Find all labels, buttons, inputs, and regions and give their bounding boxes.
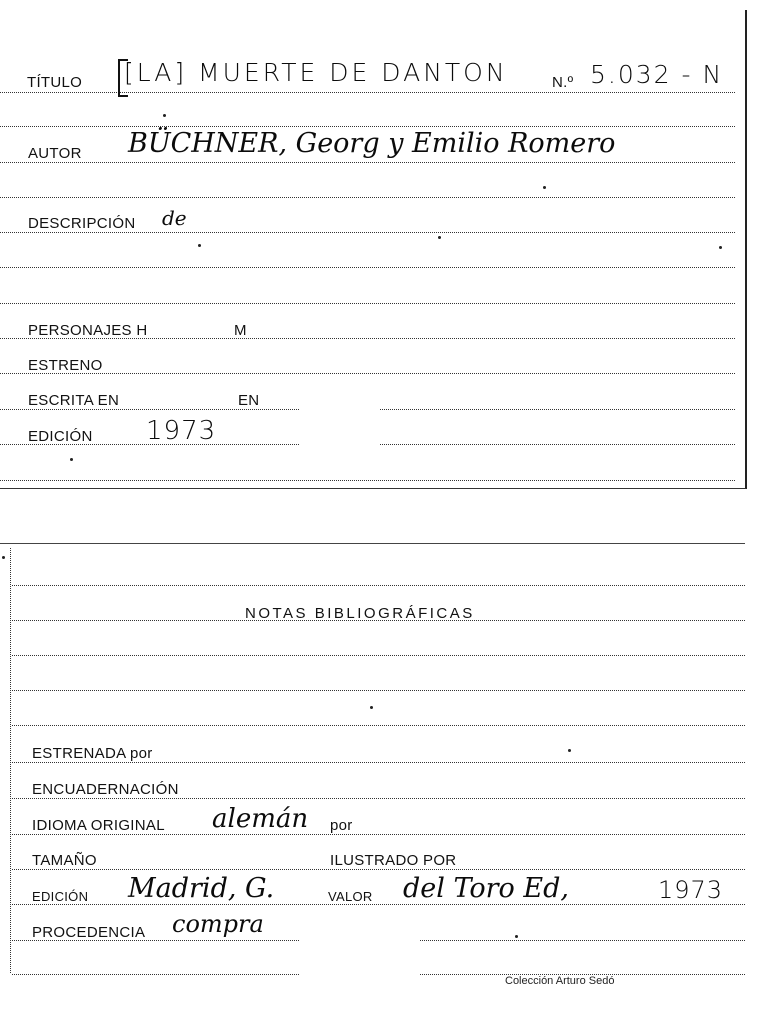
rule-line xyxy=(0,267,735,268)
rule-line xyxy=(0,303,735,304)
rule-line xyxy=(12,725,745,726)
speck xyxy=(198,244,201,247)
speck xyxy=(719,246,722,249)
speck xyxy=(2,556,5,559)
rule-line xyxy=(12,762,745,763)
personajes-m-label: M xyxy=(234,322,247,339)
collection-footer: Colección Arturo Sedó xyxy=(505,975,615,987)
rule-line xyxy=(0,126,735,127)
escrita-en-label: EN xyxy=(238,392,260,409)
idioma-value: alemán xyxy=(212,804,309,834)
idioma-label: IDIOMA ORIGINAL xyxy=(32,817,165,834)
card-left-edge xyxy=(10,548,11,973)
rule-line xyxy=(0,373,735,374)
edicion-value: 1973 xyxy=(146,416,217,446)
autor-value: BÜCHNER, Georg y Emilio Romero xyxy=(128,128,616,159)
rule-line xyxy=(12,585,745,586)
speck xyxy=(370,706,373,709)
estreno-label: ESTRENO xyxy=(28,357,103,374)
speck xyxy=(568,749,571,752)
encuadernacion-label: ENCUADERNACIÓN xyxy=(32,781,179,798)
idioma-por-label: por xyxy=(330,817,353,834)
personajes-label: PERSONAJES H xyxy=(28,322,148,339)
estrenada-label: ESTRENADA por xyxy=(32,745,153,762)
rule-line xyxy=(0,162,735,163)
redaction-blot xyxy=(300,920,420,980)
rule-line xyxy=(12,904,745,905)
edicion-valor-label: VALOR xyxy=(328,889,373,904)
titulo-label: TÍTULO xyxy=(27,74,83,91)
procedencia-label: PROCEDENCIA xyxy=(32,924,146,941)
rule-line xyxy=(12,690,745,691)
autor-label: AUTOR xyxy=(28,145,82,162)
edicion-label: EDICIÓN xyxy=(28,428,93,445)
ilustrado-label: ILUSTRADO POR xyxy=(330,852,457,869)
edicion-year: 1973 xyxy=(658,876,724,904)
titulo-value: [LA] MUERTE DE DANTON xyxy=(124,58,508,87)
rule-line xyxy=(12,869,745,870)
speck xyxy=(70,458,73,461)
notas-heading: NOTAS BIBLIOGRÁFICAS xyxy=(245,605,475,622)
rule-line xyxy=(0,232,735,233)
speck xyxy=(543,186,546,189)
rule-line xyxy=(12,798,745,799)
procedencia-value: compra xyxy=(172,910,264,938)
edicion-label-bottom: EDICIÓN xyxy=(32,889,89,904)
speck xyxy=(438,236,441,239)
rule-line xyxy=(12,655,745,656)
numero-value: 5.032 - N xyxy=(590,60,724,89)
escrita-label: ESCRITA EN xyxy=(28,392,120,409)
edicion-value-a: Madrid, G. xyxy=(128,873,275,904)
descripcion-value: de xyxy=(162,206,187,230)
rule-line xyxy=(12,834,745,835)
numero-label: N.º xyxy=(552,74,574,91)
redaction-blot xyxy=(300,395,380,455)
rule-line xyxy=(0,197,735,198)
rule-line xyxy=(0,92,735,93)
descripcion-label: DESCRIPCIÓN xyxy=(28,215,136,232)
edicion-value-b: del Toro Ed, xyxy=(403,873,569,904)
speck xyxy=(515,935,518,938)
rule-line xyxy=(0,480,735,481)
speck xyxy=(163,114,166,117)
tamano-label: TAMAÑO xyxy=(32,852,97,869)
